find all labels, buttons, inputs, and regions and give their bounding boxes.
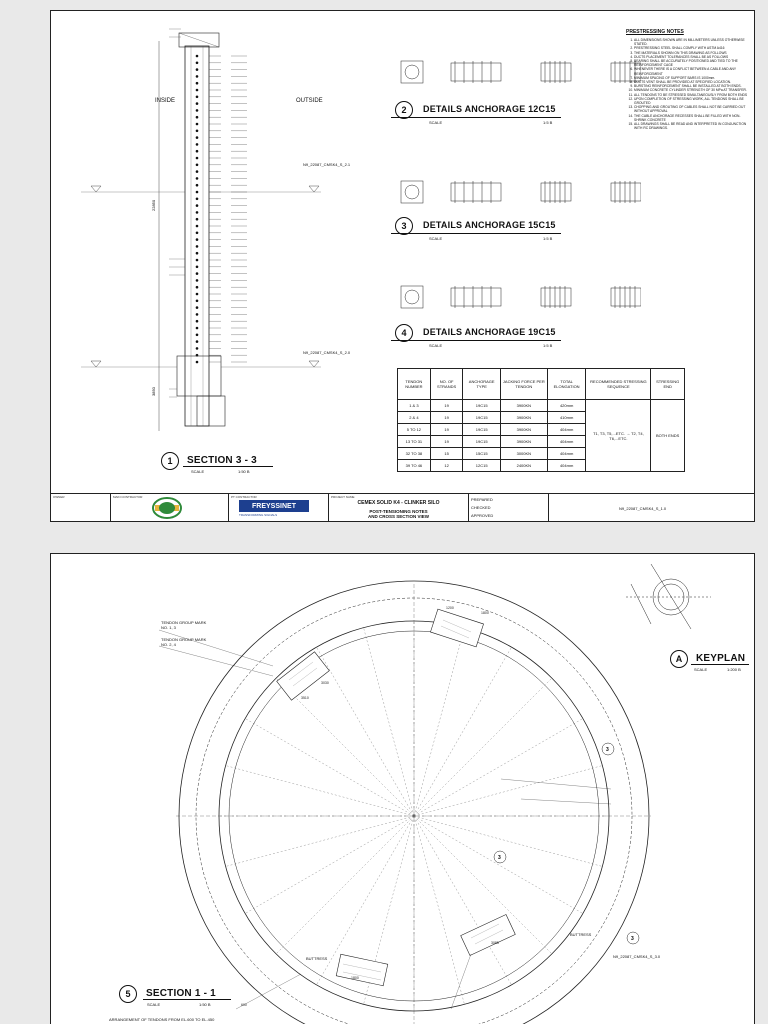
table-cell: 404mm	[547, 424, 586, 436]
tendon-dot	[196, 204, 199, 207]
table-cell: 19	[430, 436, 463, 448]
keyplan-letter-badge: A	[670, 650, 688, 668]
tendon-dot	[196, 327, 199, 330]
section-caption: ARRANGEMENT OF TENDONS FROM EL.600 TO EL.450	[109, 1017, 215, 1022]
table-header-cell: TOTAL ELONGATION	[547, 369, 586, 400]
table-header-cell: JACKING FORCE PER TENDON	[500, 369, 547, 400]
height-dim-lower: 3850	[151, 387, 156, 396]
table-cell: 404mm	[547, 448, 586, 460]
anchorage-title: DETAILS ANCHORAGE 19C15	[423, 327, 556, 337]
table-cell: 3900KN	[500, 436, 547, 448]
table-cell: 15	[430, 448, 463, 460]
tendon-dot	[196, 245, 199, 248]
notes-list	[626, 38, 748, 130]
section-title: SECTION 3 - 3	[187, 455, 257, 466]
tendon-table-header	[398, 369, 685, 400]
drawing-sheet-1	[50, 10, 755, 522]
table-cell: 19	[430, 412, 463, 424]
anchorage-scale-label: SCALE	[429, 120, 443, 125]
keyplan-scale-label: SCALE	[694, 667, 708, 672]
tendon-dot	[196, 218, 199, 221]
tendon-dot	[196, 170, 199, 173]
scale-label: SCALE	[191, 469, 205, 474]
drawing-ref-lower: N9_22087_CMSK4_S_2.0	[303, 350, 351, 355]
scale-value: 1:50 B	[199, 1002, 211, 1007]
tendon-dot	[196, 102, 199, 105]
project-header: PROJECT NAME	[331, 495, 355, 499]
role-prepared: PREPARED	[471, 497, 493, 502]
freyssinet-sub: TRANSFORMING SIGNALS	[239, 513, 278, 517]
note-item: 14. THE CABLE ANCHORAGE RECESSES SHALL BE FILLED WITH NON-SHRINK CONCRETE	[634, 114, 748, 122]
plan-dimension: 3510	[301, 696, 309, 700]
prestressing-notes	[626, 29, 748, 130]
stressing-sequence-cell: T1, T3, T5,...ETC. → T2, T4, T6,...ETC.	[586, 400, 651, 472]
note-item: 5. BEARING SHALL BE ACCURATELY POSITIONED AND TIED TO THE REINFORCEMENT CAGE	[634, 59, 748, 67]
table-cell: 12C15	[463, 460, 500, 472]
tendon-dot	[196, 150, 199, 153]
note-item: 15. ALL DRAWINGS SHALL BE READ AND INTERPRETED IN CONJUNCTION WITH RC DRAWINGS.	[634, 122, 748, 130]
anchorage-title: DETAILS ANCHORAGE 15C15	[423, 220, 556, 230]
plan-dimension: 3030	[321, 681, 329, 685]
tendon-dot	[196, 143, 199, 146]
tendon-dot	[196, 238, 199, 241]
table-cell: 32 TO 38	[398, 448, 431, 460]
plan-dimension: 1800	[351, 976, 359, 980]
table-cell: 420mm	[547, 400, 586, 412]
anchorage-number-badge: 2	[395, 101, 413, 119]
table-cell: 2 & 4	[398, 412, 431, 424]
anchorage-number-badge: 3	[395, 217, 413, 235]
anchorage-scale-value: 1:5 B	[543, 343, 553, 348]
tendon-dot	[196, 82, 199, 85]
section-3-3-drawing	[51, 11, 381, 481]
section-number-badge: 1	[161, 452, 179, 470]
keyplan-scale-value: 1:200 B	[727, 667, 741, 672]
tendon-dot	[196, 89, 199, 92]
table-cell: 3900KN	[500, 424, 547, 436]
tendon-dot	[196, 157, 199, 160]
tendon-dot	[196, 347, 199, 350]
table-cell: 12	[430, 460, 463, 472]
plan-dimension: 1200	[446, 606, 454, 610]
tendon-dot	[196, 62, 199, 65]
note-item: 4. DUCTS PLACEMENT TOLERANCES SHALL BE AS FOLLOWS	[634, 55, 748, 59]
tendon-dot	[196, 259, 199, 262]
table-cell: 19C15	[463, 436, 500, 448]
table-cell: 15C15	[463, 448, 500, 460]
section-title: SECTION 1 - 1	[146, 988, 216, 999]
tendon-dot	[196, 116, 199, 119]
tendon-dot	[196, 252, 199, 255]
tendon-dot	[196, 68, 199, 71]
tendon-group-mark-2: TENDON GROUP MARK	[161, 637, 207, 642]
notes-title: PRESTRESSING NOTES	[626, 29, 684, 35]
tendon-dot	[196, 184, 199, 187]
tendon-dot	[196, 198, 199, 201]
plan-dimension: 1800	[481, 611, 489, 615]
table-cell: 3000KN	[500, 448, 547, 460]
section-number-badge: 5	[119, 985, 137, 1003]
svg-text:3: 3	[631, 936, 634, 942]
role-approved: APPROVED	[471, 513, 494, 518]
tendon-dot	[196, 164, 199, 167]
tendon-dot	[196, 293, 199, 296]
role-checked: CHECKED	[471, 505, 491, 510]
table-header-cell: STRESSING END	[651, 369, 685, 400]
note-item: 12. UPON COMPLETION OF STRESSING WORK, ALL TENDONS SHALL BE GROUTED	[634, 97, 748, 105]
table-cell: 13 TO 31	[398, 436, 431, 448]
table-cell: 3900KN	[500, 400, 547, 412]
note-item: 3. THE MATERIALS SHOWN ON THIS DRAWING AS FOLLOWS	[634, 51, 748, 55]
pt-contractor-header: PT CONTRACTOR	[231, 495, 257, 499]
anchorage-scale-label: SCALE	[429, 236, 443, 241]
anchorage-scale-label: SCALE	[429, 343, 443, 348]
buttress-label: BUTTRESS	[306, 956, 328, 961]
tendon-group-mark-2-value: NO. 2, 4	[161, 642, 176, 647]
note-item: 13. CHOPPING AND GROUTING OF CABLES SHALL NOT BE CARRIED OUT WITHOUT APPROVAL	[634, 105, 748, 113]
drawing-ref-upper: N9_22087_CMSK4_S_2.1	[303, 162, 351, 167]
drawing-number: N9_22087_CMSK4_S_1.0	[619, 506, 667, 511]
plan-dimension: 3085	[491, 941, 499, 945]
note-item: 1. ALL DIMENSIONS SHOWN ARE IN MILLIMETERS UNLESS OTHERWISE STATED.	[634, 38, 748, 46]
scale-label: SCALE	[147, 1002, 161, 1007]
table-cell: 404mm	[547, 460, 586, 472]
tendon-dot	[196, 272, 199, 275]
note-item: 2. PRESTRESSING STEEL SHALL COMPLY WITH ASTM A416	[634, 46, 748, 50]
drawing-ref-keyplan: N9_22087_CMSK4_S_3.0	[613, 954, 661, 959]
tendon-group-mark-1: TENDON GROUP MARK	[161, 620, 207, 625]
outside-label: OUTSIDE	[296, 98, 323, 104]
tendon-dot	[196, 340, 199, 343]
tendon-dot	[196, 109, 199, 112]
note-item: 6. WHENEVER THERE IS A CONFLICT BETWEEN A CABLE AND ANY REINFORCEMENT	[634, 67, 748, 75]
table-cell: 1 & 3	[398, 400, 431, 412]
table-cell: 404mm	[547, 436, 586, 448]
tendon-dot	[196, 266, 199, 269]
title-block	[51, 493, 754, 521]
freyssinet-logo: FREYSSINET	[239, 500, 309, 512]
keyplan-heading: KEYPLAN	[696, 653, 746, 664]
tendon-dot	[196, 306, 199, 309]
tendon-dot	[196, 96, 199, 99]
tendon-dot	[196, 211, 199, 214]
owner-header: OWNER	[53, 495, 65, 499]
tendon-dot	[196, 320, 199, 323]
table-cell: 19	[430, 424, 463, 436]
project-name: CEMEX SOLID K4 - CLINKER SILO	[357, 500, 440, 506]
drawing-title-line1: POST-TENSIONING NOTES	[369, 509, 428, 514]
scale-value: 1:50 B	[238, 469, 250, 474]
tendon-dot	[196, 75, 199, 78]
tendon-dot	[196, 177, 199, 180]
stressing-end-cell: BOTH ENDS	[651, 400, 685, 472]
table-header-cell: RECOMMENDED STRESSING SEQUENCE	[586, 369, 651, 400]
svg-text:3: 3	[498, 855, 501, 861]
buttress-label-2: BUTTRESS	[570, 932, 592, 937]
tendon-group-mark-1-value: NO. 1, 3	[161, 625, 176, 630]
table-cell: 5 TO 12	[398, 424, 431, 436]
tendon-dot	[196, 55, 199, 58]
table-cell: 39 TO 46	[398, 460, 431, 472]
table-header-cell: TENDON NUMBER	[398, 369, 431, 400]
table-row	[398, 400, 685, 412]
table-cell: 19C15	[463, 400, 500, 412]
anchorage-scale-value: 1:5 B	[543, 120, 553, 125]
tendon-dot	[196, 286, 199, 289]
note-item: 7. MINIMUM SPACING OF SUPPORT BARS IS 1000mm.	[634, 76, 748, 80]
anchorage-title: DETAILS ANCHORAGE 12C15	[423, 104, 556, 114]
tendon-dot	[196, 313, 199, 316]
note-item: 8. DUCTS VENT SHALL BE PROVIDED AT SPECIFIED LOCATION.	[634, 80, 748, 84]
tendon-dot	[196, 361, 199, 364]
svg-text:3: 3	[606, 747, 609, 753]
main-contractor-header: MAIN CONTRACTOR	[113, 495, 143, 499]
tendon-dot	[196, 225, 199, 228]
drawing-title-line2: AND CROSS SECTION VIEW	[367, 514, 429, 519]
tendon-dot	[196, 130, 199, 133]
tendon-dot	[196, 136, 199, 139]
note-item: 11. ALL TENDONS TO BE STRESSED SIMULTANEOUSLY FROM BOTH ENDS	[634, 93, 748, 97]
inside-label: INSIDE	[155, 98, 176, 104]
tendon-dot	[196, 123, 199, 126]
table-cell: 19	[430, 400, 463, 412]
anchorage-number-badge: 4	[395, 324, 413, 342]
anchorage-details-drawing	[341, 41, 641, 361]
table-cell: 2400KN	[500, 460, 547, 472]
note-item: 9. BURSTING REINFORCEMENT SHALL BE INSTALLED AT BOTH ENDS.	[634, 84, 748, 88]
anchorage-scale-value: 1:5 B	[543, 236, 553, 241]
plan-dimension: 600	[241, 1003, 247, 1007]
table-header-cell: NO. OF STRANDS	[430, 369, 463, 400]
note-item: 10. MINIMUM CONCRETE CYLINDER STRENGTH OF 30 MPa AT TRANSFER.	[634, 88, 748, 92]
main-contractor-logo	[137, 497, 197, 519]
tendon-dot	[196, 232, 199, 235]
table-cell: 19C15	[463, 412, 500, 424]
tendon-dot	[196, 191, 199, 194]
table-cell: 19C15	[463, 424, 500, 436]
height-dim-main: 22850	[151, 199, 156, 211]
table-cell: 3900KN	[500, 412, 547, 424]
tendon-table	[397, 368, 685, 472]
tendon-dot	[196, 334, 199, 337]
table-header-cell: ANCHORAGE TYPE	[463, 369, 500, 400]
tendon-dot	[196, 279, 199, 282]
tendon-dot	[196, 300, 199, 303]
drawing-sheet-2	[50, 553, 755, 1024]
table-cell: 410mm	[547, 412, 586, 424]
